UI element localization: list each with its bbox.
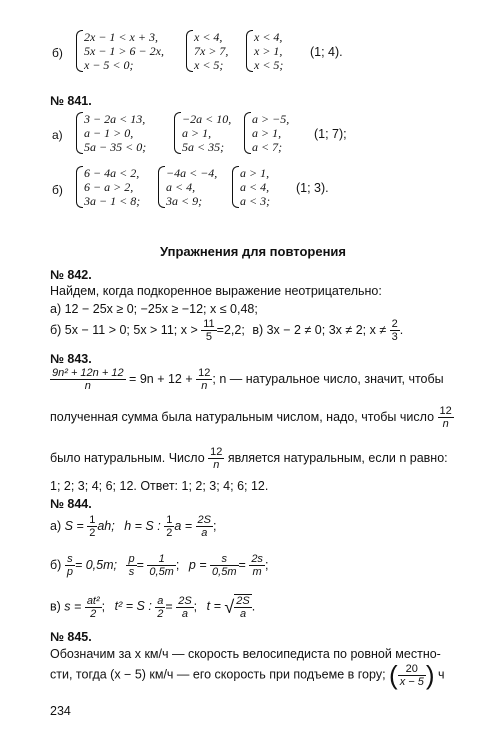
text-line: полученная сумма была натуральным числом, надо, чтобы число $\frac{12}{n}$ bbox=[50, 405, 452, 430]
formula-line: а) S = $\frac{1}{2}$ ah; h = S : $\frac{1}{2}$ a = $\frac{2S}{a}$ ; bbox=[50, 514, 217, 539]
system-line: 6 − 4a < 2, bbox=[84, 166, 140, 180]
answer: (1; 4). bbox=[310, 45, 343, 59]
problem-heading-841: № 841. bbox=[50, 94, 92, 108]
text-line: сти, тогда (x − 5) км/ч — его скорость при подъеме в гору; ( $\frac{20}{x - 5}$ ) ч bbox=[50, 660, 445, 690]
system-line: a > 1, bbox=[252, 126, 282, 140]
system-841b-2 bbox=[158, 166, 217, 208]
system-line: 7x > 7, bbox=[194, 44, 229, 58]
system-line: 5a < 35; bbox=[182, 140, 225, 154]
problem-heading-842: № 842. bbox=[50, 268, 92, 282]
text-line: 1; 2; 3; 4; 6; 12. Ответ: 1; 2; 3; 4; 6; 12. bbox=[50, 479, 269, 493]
text-line: Обозначим за x км/ч — скорость велосипедиста по ровной местно- bbox=[50, 647, 441, 661]
system-line: x < 5; bbox=[194, 58, 224, 72]
problem-heading-845: № 845. bbox=[50, 630, 92, 644]
system-841b-1 bbox=[76, 166, 140, 208]
system-line: a < 7; bbox=[252, 140, 283, 154]
system-line: x < 4, bbox=[194, 30, 223, 44]
item-label-b: б) bbox=[52, 183, 63, 197]
system-line: 3a − 1 < 8; bbox=[84, 194, 141, 208]
system-line: 3 − 2a < 13, bbox=[84, 112, 146, 126]
system-line: −4a < −4, bbox=[166, 166, 218, 180]
section-title: Упражнения для повторения bbox=[160, 244, 347, 259]
system-line: x − 5 < 0; bbox=[84, 58, 134, 72]
answer: (1; 7); bbox=[314, 127, 347, 141]
system-line: 5x − 1 > 6 − 2x, bbox=[84, 44, 164, 58]
formula-line: б) $\frac{s}{p}$ = 0,5m; $\frac{p}{s}$ = $\frac{1}{0,5m}$ ; p = $\frac{s}{0,5m}$ = $\frac{2s}{m}$ ; bbox=[50, 553, 269, 578]
text-line: б) 5x − 11 > 0; 5x > 11; x > $\frac{11}{5}$ =2,2; в) 3x − 2 ≠ 0; 3x ≠ 2; x ≠ $\frac{2}{3}$ . bbox=[50, 318, 404, 343]
system-line: x < 5; bbox=[254, 58, 284, 72]
system-line: a > 1, bbox=[182, 126, 212, 140]
system-b-2 bbox=[186, 30, 228, 72]
system-841a-1 bbox=[76, 112, 146, 154]
formula-line: в) s = $\frac{\text{at²}}{2}$ ; t² = S : $\frac{a}{2}$ = $\frac{2S}{a}$ ; t = √ $\frac{2S}{a}$ . bbox=[50, 594, 256, 620]
system-line: a < 4, bbox=[166, 180, 196, 194]
text-line: а) 12 − 25x ≥ 0; −25x ≥ −12; x ≤ 0,48; bbox=[50, 302, 258, 316]
system-line: a < 4, bbox=[240, 180, 270, 194]
text-line: Найдем, когда подкоренное выражение неотрицательно: bbox=[50, 284, 382, 298]
system-line: x < 4, bbox=[254, 30, 283, 44]
system-b-3 bbox=[246, 30, 283, 72]
system-841b-3 bbox=[232, 166, 270, 208]
text-line: было натуральным. Число $\frac{12}{n}$ является натуральным, если n равно: bbox=[50, 446, 448, 471]
system-line: −2a < 10, bbox=[182, 112, 232, 126]
item-label-b: б) bbox=[52, 46, 63, 60]
system-line: a < 3; bbox=[240, 194, 271, 208]
system-line: 5a − 35 < 0; bbox=[84, 140, 147, 154]
system-line: a > −5, bbox=[252, 112, 290, 126]
system-line: a > 1, bbox=[240, 166, 270, 180]
item-label-a: а) bbox=[52, 128, 63, 142]
system-line: a − 1 > 0, bbox=[84, 126, 134, 140]
text-line: $\frac{\text{9n² + 12n + 12}}{n}$ = 9n + 12 + $\frac{12}{n}$ ; n — натуральное число, значит, чтобы bbox=[52, 367, 444, 392]
answer: (1; 3). bbox=[296, 181, 329, 195]
system-841a-3 bbox=[244, 112, 289, 154]
system-line: 3a < 9; bbox=[166, 194, 203, 208]
problem-heading-844: № 844. bbox=[50, 497, 92, 511]
system-line: 2x − 1 < x + 3, bbox=[84, 30, 158, 44]
system-line: x > 1, bbox=[254, 44, 283, 58]
system-line: 6 − a > 2, bbox=[84, 180, 134, 194]
problem-heading-843: № 843. bbox=[50, 352, 92, 366]
page-number: 234 bbox=[50, 704, 71, 718]
system-b-1 bbox=[76, 30, 164, 72]
system-841a-2 bbox=[174, 112, 231, 154]
